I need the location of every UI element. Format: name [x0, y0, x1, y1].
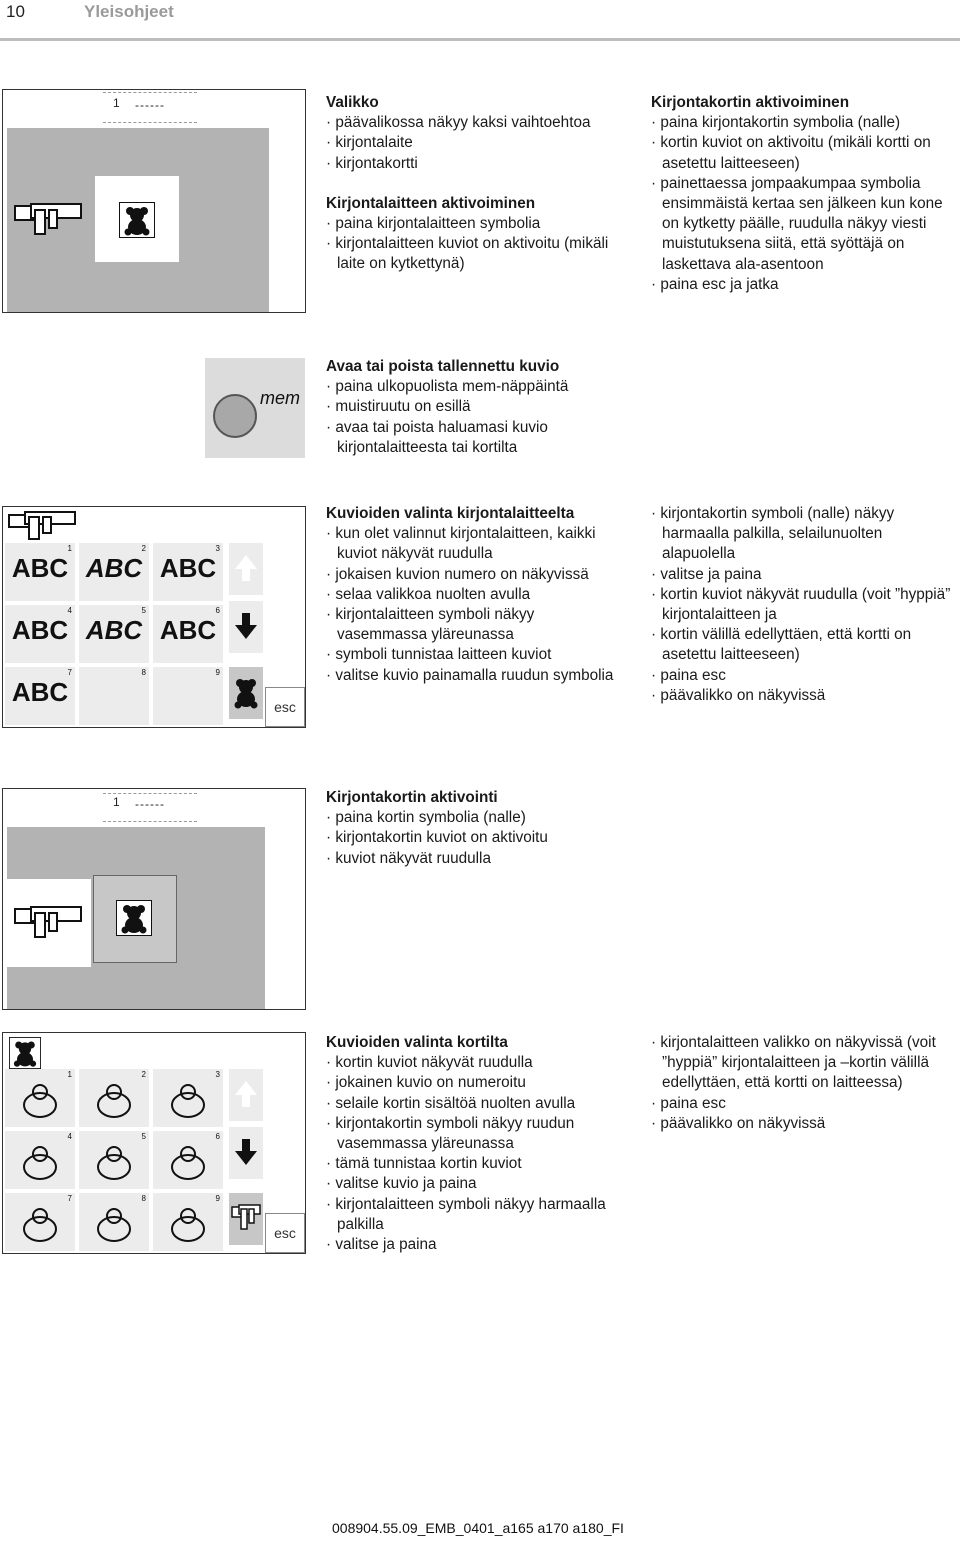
- arrow-down-icon: [229, 1127, 263, 1179]
- list-item: · muistiruutu on esillä: [326, 397, 626, 417]
- embroidery-unit-icon: [13, 903, 85, 941]
- list-item: · painettaessa jompaakumpaa symbolia ensimmäistä kertaa sen jälkeen kun kone on kytketty päälle, ruudulla näkyy viesti muistutuksena siitä, että syöttäjä on laskettava ala-asentoon: [651, 174, 956, 275]
- mem-label: mem: [260, 388, 300, 408]
- screen-dash-line: [103, 122, 197, 123]
- list-item: · valitse kuvio painamalla ruudun symbolia: [326, 666, 626, 686]
- list-item: · paina esc ja jatka: [651, 275, 956, 295]
- unit-selection-heading: Kuvioiden valinta kirjontalaitteelta: [326, 505, 575, 522]
- pattern-cell[interactable]: [79, 1131, 149, 1189]
- embroidery-card-button[interactable]: [93, 875, 177, 963]
- pattern-cell[interactable]: [153, 543, 223, 601]
- pattern-cell[interactable]: [5, 543, 75, 601]
- esc-button[interactable]: esc: [265, 687, 305, 727]
- pattern-cell[interactable]: [153, 605, 223, 663]
- embroidery-unit-button[interactable]: [13, 200, 85, 238]
- card-activation-text: [651, 93, 956, 295]
- list-item: · päävalikko on näkyvissä: [651, 686, 956, 706]
- list-item: · kun olet valinnut kirjontalaitteen, kaikki kuviot näkyvät ruudulla: [326, 524, 626, 564]
- pattern-number: 8: [141, 668, 146, 677]
- embroidery-unit-icon: [13, 200, 85, 238]
- esc-button[interactable]: esc: [265, 1213, 305, 1253]
- list-item: · kortin välillä edellyttäen, että kortti on asetettu laitteeseen): [651, 625, 956, 665]
- pattern-number: 9: [215, 668, 220, 677]
- pattern-motif: ABC: [159, 553, 217, 583]
- mem-key-illustration: [205, 358, 305, 458]
- pattern-number: 2: [141, 1070, 146, 1079]
- list-item: · paina kirjontalaitteen symbolia: [326, 214, 626, 234]
- pattern-number: 2: [141, 544, 146, 553]
- screen-dash-line: [103, 92, 197, 93]
- scroll-down-button[interactable]: [229, 601, 263, 653]
- teddy-bear-icon: [229, 667, 263, 719]
- document-code: 008904.55.09_EMB_0401_a165 a170 a180_FI: [332, 1520, 624, 1536]
- pattern-cell[interactable]: [153, 667, 223, 725]
- pattern-motif-icon: [91, 1143, 137, 1183]
- pattern-number: 4: [67, 1132, 72, 1141]
- list-item: · kirjontalaitteen kuviot on aktivoitu (mikäli laite on kytkettynä): [326, 234, 626, 274]
- pattern-motif-icon: [165, 1081, 211, 1121]
- pattern-number: 7: [67, 668, 72, 677]
- list-item: · kirjontalaitteen symboli näkyy harmaalla palkilla: [326, 1195, 626, 1235]
- list-item: · kirjontakortin symboli (nalle) näkyy harmaalla palkilla, selailunuolten alapuolella: [651, 504, 956, 565]
- pattern-motif-icon: [17, 1143, 63, 1183]
- pattern-number: 9: [215, 1194, 220, 1203]
- arrow-down-icon: [229, 601, 263, 653]
- pattern-motif: ABC: [85, 615, 143, 645]
- pattern-motif: ABC: [159, 615, 217, 645]
- pattern-number: 6: [215, 606, 220, 615]
- card-selection-heading: Kuvioiden valinta kortilta: [326, 1034, 508, 1051]
- embroidery-unit-icon: [229, 1193, 263, 1245]
- pattern-cell[interactable]: [79, 605, 149, 663]
- pattern-cell[interactable]: [79, 1069, 149, 1127]
- list-item: · tämä tunnistaa kortin kuviot: [326, 1154, 626, 1174]
- unit-activation-heading: Kirjontalaitteen aktivoiminen: [326, 194, 536, 212]
- page-title: Yleisohjeet: [84, 2, 174, 21]
- card-activated-screen: [2, 788, 306, 1010]
- pattern-motif-icon: [91, 1081, 137, 1121]
- unit-selection-text: [326, 504, 626, 686]
- arrow-up-icon: [229, 1069, 263, 1121]
- pattern-motif: ABC: [11, 615, 69, 645]
- embroidery-unit-icon: [7, 509, 79, 546]
- pattern-motif-icon: [17, 1081, 63, 1121]
- screen-dash-line: [103, 821, 197, 822]
- list-item: · paina kirjontakortin symbolia (nalle): [651, 113, 956, 133]
- list-item: · selaile kortin sisältöä nuolten avulla: [326, 1094, 626, 1114]
- pattern-number: 8: [141, 1194, 146, 1203]
- list-item: · valitse ja paina: [326, 1235, 626, 1255]
- pattern-motif: ABC: [85, 553, 143, 583]
- screen-number: 1: [113, 795, 120, 809]
- pattern-cell[interactable]: [153, 1069, 223, 1127]
- list-item: · kortin kuviot näkyvät ruudulla: [326, 1053, 626, 1073]
- main-menu-screen: [2, 89, 306, 313]
- embroidery-unit-button[interactable]: [7, 879, 91, 967]
- list-item: · valitse kuvio ja paina: [326, 1174, 626, 1194]
- pattern-number: 3: [215, 544, 220, 553]
- pattern-number: 5: [141, 1132, 146, 1141]
- pattern-cell[interactable]: [5, 1131, 75, 1189]
- list-item: · kuviot näkyvät ruudulla: [326, 849, 626, 869]
- list-item: · paina ulkopuolista mem-näppäintä: [326, 377, 626, 397]
- card-patterns-screen: [2, 1032, 306, 1254]
- card-activation-heading: Kirjontakortin aktivoiminen: [651, 94, 850, 111]
- pattern-motif-icon: [17, 1205, 63, 1245]
- list-item: · selaa valikkoa nuolten avulla: [326, 585, 626, 605]
- screen-number: 1: [113, 96, 120, 110]
- pattern-number: 4: [67, 606, 72, 615]
- pattern-number: 7: [67, 1194, 72, 1203]
- pattern-motif-icon: [165, 1143, 211, 1183]
- menu-heading: Valikko: [326, 94, 379, 111]
- screen-dashes: ------: [135, 797, 165, 811]
- screen-dash-line: [103, 793, 197, 794]
- list-item: · avaa tai poista haluamasi kuvio kirjontalaitteesta tai kortilta: [326, 418, 626, 458]
- arrow-up-icon: [229, 543, 263, 595]
- scroll-down-button[interactable]: [229, 1127, 263, 1179]
- list-item: · kirjontakortti: [326, 154, 626, 174]
- list-item: · päävalikossa näkyy kaksi vaihtoehtoa: [326, 113, 626, 133]
- header-rule: [0, 38, 960, 41]
- pattern-number: 1: [67, 1070, 72, 1079]
- mem-heading: Avaa tai poista tallennettu kuvio: [326, 358, 560, 375]
- pattern-number: 3: [215, 1070, 220, 1079]
- pattern-cell[interactable]: [5, 605, 75, 663]
- list-item: · jokainen kuvio on numeroitu: [326, 1073, 626, 1093]
- card-activation2-text: [326, 788, 626, 869]
- list-item: · jokaisen kuvion numero on näkyvissä: [326, 565, 626, 585]
- pattern-motif-icon: [91, 1205, 137, 1245]
- list-item: · kirjontalaitteen valikko on näkyvissä (voit ”hyppiä” kirjontalaitteen ja –kortin välillä edellyttäen, että kortti on laitteessa): [651, 1033, 956, 1094]
- list-item: · kirjontakortin kuviot on aktivoitu: [326, 828, 626, 848]
- embroidery-card-button[interactable]: [95, 176, 179, 262]
- card-switch-button[interactable]: [229, 667, 263, 719]
- mem-button[interactable]: [213, 394, 257, 438]
- teddy-bear-icon: [116, 900, 152, 936]
- teddy-bear-icon: [119, 202, 155, 238]
- card-selection-text-2: [651, 1033, 956, 1134]
- pattern-cell[interactable]: [153, 1193, 223, 1251]
- pattern-number: 5: [141, 606, 146, 615]
- unit-selection-text-2: [651, 504, 956, 706]
- pattern-cell[interactable]: [5, 667, 75, 725]
- list-item: · valitse ja paina: [651, 565, 956, 585]
- list-item: · päävalikko on näkyvissä: [651, 1114, 956, 1134]
- mem-text: [326, 357, 626, 458]
- scroll-up-button[interactable]: [229, 543, 263, 595]
- list-item: · kortin kuviot näkyvät ruudulla (voit ”hyppiä” kirjontalaitteen ja: [651, 585, 956, 625]
- pattern-number: 1: [67, 544, 72, 553]
- list-item: · symboli tunnistaa laitteen kuviot: [326, 645, 626, 665]
- card-activation2-heading: Kirjontakortin aktivointi: [326, 789, 498, 806]
- pattern-motif-icon: [165, 1205, 211, 1245]
- page-number: 10: [6, 2, 25, 21]
- pattern-motif: ABC: [11, 677, 69, 707]
- pattern-cell[interactable]: [79, 543, 149, 601]
- list-item: · paina esc: [651, 666, 956, 686]
- list-item: · kortin kuviot on aktivoitu (mikäli kortti on asetettu laitteeseen): [651, 133, 956, 173]
- card-selection-text: [326, 1033, 626, 1255]
- scroll-up-button[interactable]: [229, 1069, 263, 1121]
- screen-dashes: ------: [135, 98, 165, 112]
- pattern-motif: ABC: [11, 553, 69, 583]
- pattern-cell[interactable]: [79, 1193, 149, 1251]
- pattern-number: 6: [215, 1132, 220, 1141]
- list-item: · kirjontalaitteen symboli näkyy vasemmassa yläreunassa: [326, 605, 626, 645]
- pattern-cell[interactable]: [5, 1069, 75, 1127]
- pattern-cell[interactable]: [79, 667, 149, 725]
- list-item: · kirjontalaite: [326, 133, 626, 153]
- list-item: · kirjontakortin symboli näkyy ruudun vasemmassa yläreunassa: [326, 1114, 626, 1154]
- unit-patterns-screen: [2, 506, 306, 728]
- unit-switch-button[interactable]: [229, 1193, 263, 1245]
- list-item: · paina esc: [651, 1094, 956, 1114]
- pattern-cell[interactable]: [153, 1131, 223, 1189]
- pattern-cell[interactable]: [5, 1193, 75, 1251]
- list-item: · paina kortin symbolia (nalle): [326, 808, 626, 828]
- menu-text: [326, 93, 626, 275]
